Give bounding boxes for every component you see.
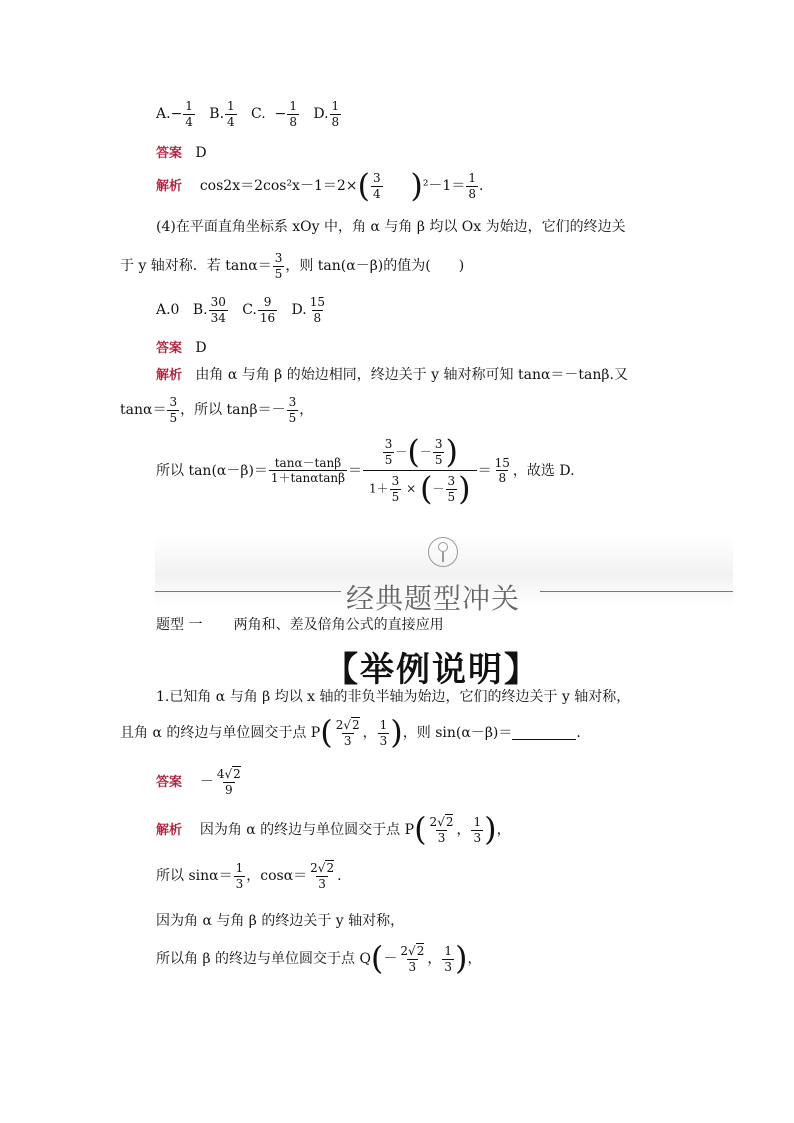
paren-open: ( xyxy=(357,166,370,205)
banner-title: 经典题型冲关 xyxy=(346,582,521,615)
top-frac-1-num: 3 xyxy=(384,437,393,451)
option-a-num: 1 xyxy=(185,99,193,113)
p-x-coef: 2 xyxy=(335,718,344,732)
q4-analysis-line1 xyxy=(156,368,628,382)
analysis-result-fraction xyxy=(466,172,478,200)
q-x-rad: 2 xyxy=(416,944,425,958)
q3-answer-line xyxy=(156,146,207,160)
option-b-fraction xyxy=(225,100,237,128)
q4-option-d-den: 8 xyxy=(313,310,322,325)
paren-close: ) xyxy=(484,810,497,849)
formula-result-fraction xyxy=(493,457,512,485)
option-b-label: B. xyxy=(209,106,225,123)
answer-value: D xyxy=(195,340,207,356)
paren-open: ( xyxy=(407,432,420,471)
p-y-den: 3 xyxy=(473,830,482,845)
tan-alpha-fraction xyxy=(167,396,179,424)
q4-option-d-fraction xyxy=(308,296,327,324)
q-y-fraction xyxy=(442,945,454,973)
q-pre: 所以角 β 的终边与单位圆交于点 Q xyxy=(156,951,371,968)
option-a-fraction xyxy=(183,100,195,128)
analysis-line2-end: ， xyxy=(299,402,314,419)
q4-option-c-den: 16 xyxy=(259,310,276,325)
cos-den: 3 xyxy=(318,876,326,891)
paren-close: ) xyxy=(410,166,423,205)
q4-tan-fraction xyxy=(273,252,285,280)
p-x-fraction xyxy=(428,816,456,844)
bot-frac-2-den: 5 xyxy=(447,489,456,504)
equals-sign: ＝ xyxy=(348,462,363,479)
type-line xyxy=(156,618,444,632)
bot-frac-1 xyxy=(390,475,402,503)
answer-num: 4√2 xyxy=(216,767,241,781)
option-c-fraction xyxy=(287,100,299,128)
analysis-label: 解析 xyxy=(156,822,183,838)
analysis-line2-pre: tanα＝ xyxy=(120,402,167,419)
q4-tan-den: 5 xyxy=(274,266,283,281)
inner-num: 3 xyxy=(372,171,381,185)
cos-fraction xyxy=(308,862,336,890)
banner-rule-left xyxy=(155,591,341,592)
cos-pre: ，cosα＝ xyxy=(246,868,308,885)
option-d-num: 1 xyxy=(331,99,340,113)
q4-options xyxy=(156,296,328,324)
q4-tan-num: 3 xyxy=(274,251,283,265)
sin-num: 1 xyxy=(235,861,244,875)
p-y-den: 3 xyxy=(379,733,388,748)
paren-open: ( xyxy=(414,810,427,849)
ex1-line2: 且角 α 的终边与单位圆交于点 P ( $\frac{2√2}{3}$ ， $\frac{1}{3}$ ) ，则 sin(α－β)＝ . xyxy=(120,713,581,752)
option-c-num: 1 xyxy=(289,99,297,113)
q-x-coef: 2 xyxy=(400,944,409,958)
ex1-q-line: 所以角 β 的终边与单位圆交于点 Q ( － $\frac{2√2}{3}$ ， $\frac{1}{3}$ ) ， xyxy=(156,939,482,978)
medal-icon xyxy=(428,537,458,567)
p-x-fraction xyxy=(334,719,362,747)
tan-beta-den: 5 xyxy=(288,410,297,425)
tan-beta-fraction xyxy=(287,396,299,424)
ex1-answer-line xyxy=(156,768,244,796)
sin-fraction xyxy=(234,862,246,890)
bot-frac-2-num: 3 xyxy=(447,474,456,489)
q4-line2 xyxy=(120,252,464,280)
answer-value: D xyxy=(195,145,207,161)
p-x-num: 2√2 xyxy=(429,815,454,829)
complex-denominator xyxy=(363,469,477,508)
option-a-sign: − xyxy=(170,106,183,123)
times-sign: × xyxy=(406,481,417,496)
q-x-num: 2√2 xyxy=(400,944,425,958)
q4-option-c-label: C. xyxy=(242,302,257,319)
q-x-fraction xyxy=(398,945,426,973)
q-y-den: 3 xyxy=(444,959,452,974)
answer-fraction xyxy=(215,768,243,796)
bot-frac-2 xyxy=(446,475,458,503)
ex1-line2-post: ，则 sin(α－β)＝ xyxy=(402,725,513,742)
sin-den: 3 xyxy=(235,876,244,891)
analysis-expression: cos2x＝2cos²x－1＝2× xyxy=(199,178,358,195)
q4-formula xyxy=(156,432,575,508)
result-num: 1 xyxy=(468,171,476,185)
paren-open: ( xyxy=(370,939,384,978)
q4-option-b-den: 34 xyxy=(210,310,226,325)
q4-option-b-fraction xyxy=(209,296,228,324)
tan-beta-num: 3 xyxy=(288,395,297,409)
top-frac-2 xyxy=(433,438,445,466)
inner-minus: － xyxy=(419,444,432,459)
cos-num: 2√2 xyxy=(310,861,335,875)
paren-close: ) xyxy=(454,939,468,978)
result-den: 8 xyxy=(498,471,507,486)
formula-ratio-fraction xyxy=(269,457,347,485)
q4-answer-line xyxy=(156,341,207,355)
type-label: 题型 一 xyxy=(156,617,203,633)
result-den: 8 xyxy=(468,186,476,201)
formula-complex-fraction xyxy=(363,432,477,508)
bottom-minus: － xyxy=(432,481,445,496)
top-minus: － xyxy=(395,444,408,459)
q4-option-b-num: 30 xyxy=(210,295,226,309)
q4-analysis-line2 xyxy=(120,396,313,424)
p-x-rad: 2 xyxy=(352,718,360,732)
sin-pre: 所以 sinα＝ xyxy=(156,868,233,885)
answer-label: 答案 xyxy=(156,341,183,356)
q-sign: － xyxy=(383,951,398,968)
q4-line2-pre: 于 y 轴对称．若 tanα＝ xyxy=(120,258,272,275)
type-text: 两角和、差及倍角公式的直接应用 xyxy=(233,617,444,633)
answer-den: 9 xyxy=(224,782,233,797)
p-y-fraction xyxy=(471,816,483,844)
analysis-tail: ²－1＝ xyxy=(422,178,466,195)
q4-option-a: A.0 xyxy=(156,302,180,319)
option-d-label: D. xyxy=(313,106,329,123)
top-frac-1-den: 5 xyxy=(384,452,393,467)
equals-sign: ＝ xyxy=(477,462,492,479)
cos-coef: 2 xyxy=(310,861,318,875)
paren-close: ) xyxy=(458,469,471,508)
section-heading: 【举例说明】 xyxy=(324,650,540,690)
p-y-num: 1 xyxy=(473,815,482,829)
q-x-den: 3 xyxy=(408,959,417,974)
option-d-den: 8 xyxy=(331,114,340,129)
p-x-rad: 2 xyxy=(445,815,454,829)
option-c-label: C. xyxy=(251,106,266,123)
answer-sign: － xyxy=(199,774,214,791)
p-y-fraction xyxy=(378,719,390,747)
p-x-den: 3 xyxy=(437,830,446,845)
answer-coef: 4 xyxy=(216,767,225,781)
ex1-sincos-line: 所以 sinα＝ $\frac{1}{3}$ ，cosα＝ $\frac{2√2}{3}$ . xyxy=(156,861,342,891)
analysis-line2-mid: ，所以 tanβ＝－ xyxy=(180,402,286,419)
analysis-label: 解析 xyxy=(156,179,183,195)
q4-option-c-fraction xyxy=(258,296,277,324)
result-num: 15 xyxy=(494,455,510,470)
bot-frac-1-num: 3 xyxy=(391,474,400,489)
analysis-text: 由角 α 与角 β 的始边相同，终边关于 y 轴对称可知 tanα＝－tanβ.又 xyxy=(195,367,628,383)
ex1-analysis-line1: 解析 因为角 α 的终边与单位圆交于点 P ( $\frac{2√2}{3}$ ， $\frac{1}{3}$ ) ， xyxy=(156,810,511,849)
q3-analysis-line: 解析 cos2x＝2cos²x－1＝2×( $\frac{3}{4}$ )²－1＝ $\frac{1}{8}$ . xyxy=(156,166,484,205)
option-b-num: 1 xyxy=(227,99,235,113)
answer-rad: 2 xyxy=(233,767,241,781)
p-x-coef: 2 xyxy=(429,815,438,829)
option-a-label: A. xyxy=(156,106,171,123)
tan-alpha-den: 5 xyxy=(169,410,178,425)
formula-ratio-den: 1＋tanαtanβ xyxy=(270,471,346,486)
paren-close: ) xyxy=(390,713,403,752)
complex-numerator xyxy=(364,432,476,471)
p-y-num: 1 xyxy=(379,718,388,732)
analysis-inner-fraction xyxy=(371,172,383,200)
banner-rule-right xyxy=(540,591,733,592)
inner-den: 4 xyxy=(372,186,381,201)
ex1-line1: 1.已知角 α 与角 β 均以 x 轴的非负半轴为始边，它们的终边关于 y 轴对称， xyxy=(156,689,631,705)
option-d-fraction xyxy=(330,100,342,128)
analysis-text: 因为角 α 的终边与单位圆交于点 P xyxy=(199,822,415,839)
bottom-pre: 1＋ xyxy=(369,481,389,496)
answer-blank xyxy=(512,727,576,740)
cos-rad: 2 xyxy=(326,861,335,875)
top-frac-1 xyxy=(383,438,395,466)
answer-label: 答案 xyxy=(156,774,183,790)
q4-option-c-num: 9 xyxy=(263,295,272,309)
answer-label: 答案 xyxy=(156,146,183,161)
option-b-den: 4 xyxy=(227,114,235,129)
option-c-den: 8 xyxy=(289,114,297,129)
analysis-label: 解析 xyxy=(156,368,183,383)
paren-open: ( xyxy=(420,469,433,508)
q4-line2-post: ，则 tan(α－β)的值为( ) xyxy=(285,258,465,275)
tan-alpha-num: 3 xyxy=(169,395,178,409)
q4-option-d-num: 15 xyxy=(309,295,325,309)
option-c-sign: − xyxy=(274,106,287,123)
formula-ratio-num: tanα－tanβ xyxy=(274,455,342,470)
top-frac-2-den: 5 xyxy=(434,452,443,467)
q4-line1: (4)在平面直角坐标系 xOy 中，角 α 与角 β 均以 Ox 为始边，它们的终边关 xyxy=(156,219,626,235)
ex1-sym-line: 因为角 α 与角 β 的终边关于 y 轴对称， xyxy=(156,913,405,929)
option-a-den: 4 xyxy=(185,114,193,129)
p-x-num: 2√2 xyxy=(335,718,360,732)
q4-option-d-label: D. xyxy=(291,302,307,319)
p-x-den: 3 xyxy=(343,733,352,748)
bot-frac-1-den: 5 xyxy=(391,489,400,504)
q3-options xyxy=(156,100,342,128)
q4-option-b-label: B. xyxy=(192,302,208,319)
top-frac-2-num: 3 xyxy=(434,437,443,451)
paren-close: ) xyxy=(445,432,458,471)
formula-post: ，故选 D. xyxy=(512,462,575,479)
formula-pre: 所以 tan(α－β)＝ xyxy=(156,462,268,479)
paren-open: ( xyxy=(320,713,333,752)
q-y-num: 1 xyxy=(444,944,452,958)
ex1-line2-pre: 且角 α 的终边与单位圆交于点 P xyxy=(120,725,321,742)
